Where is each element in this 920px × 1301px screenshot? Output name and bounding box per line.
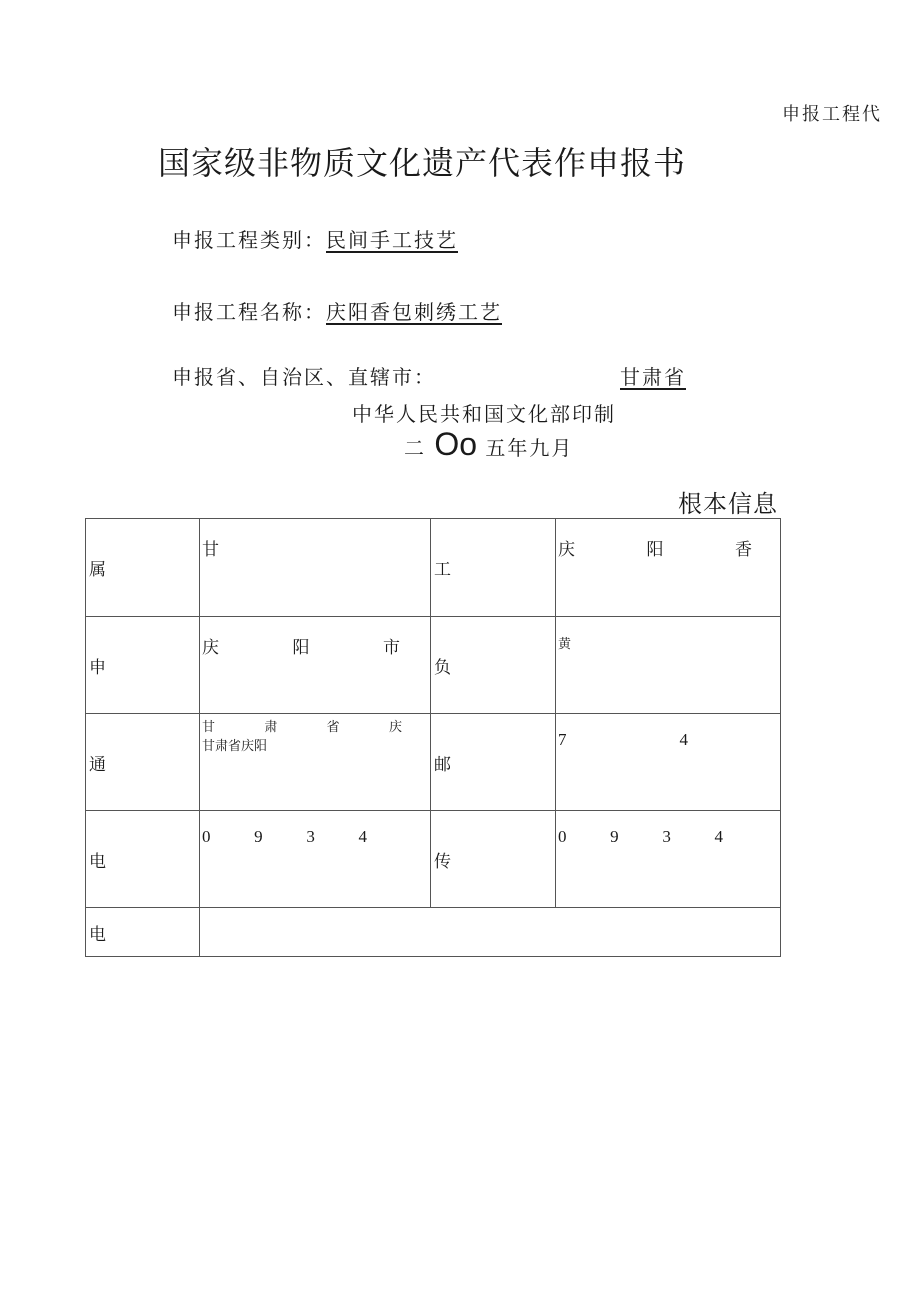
page-title: 国家级非物质文化遗产代表作申报书 [158, 144, 687, 182]
project-category-value: 民间手工技艺 [326, 228, 458, 252]
cell-label: 电 [86, 811, 200, 908]
cell-value: 黄 [556, 617, 781, 714]
cell-value [556, 811, 781, 908]
cell-char: 庆 [202, 638, 219, 658]
cell-char: 省 [326, 720, 340, 735]
cell-digit: 0 [202, 827, 211, 846]
cell-char: 市 [383, 638, 400, 658]
cell-value [200, 811, 431, 908]
cell-digit: 4 [358, 827, 367, 846]
project-category-label: 申报工程类别： [172, 228, 326, 252]
cell-label: 属 [86, 519, 200, 617]
cell-value [200, 714, 431, 811]
table-row [86, 811, 781, 908]
cell-value [200, 908, 781, 957]
date-suffix: 五年九月 [485, 436, 574, 460]
date-prefix: 二 [404, 436, 426, 460]
cell-label: 申 [86, 617, 200, 714]
date-year-glyph: Oo [434, 426, 478, 462]
cell-char: 阳 [646, 540, 664, 560]
cell-value [556, 519, 781, 617]
cell-label: 电 [86, 908, 200, 957]
cell-char: 肃 [264, 720, 278, 735]
table-row [86, 617, 781, 714]
table-row [86, 519, 781, 617]
project-category-field [172, 224, 458, 253]
province-value: 甘肃省 [620, 365, 686, 389]
cell-value [200, 617, 431, 714]
cell-digit: 4 [679, 730, 688, 749]
cell-label: 邮 [431, 714, 556, 811]
cell-char: 庆 [388, 720, 402, 735]
cell-label: 传 [431, 811, 556, 908]
cell-value [556, 714, 781, 811]
cell-digit: 9 [254, 827, 263, 846]
province-label: 申报省、自治区、直辖市： [172, 365, 436, 389]
cell-label: 通 [86, 714, 200, 811]
cell-char: 阳 [292, 638, 310, 658]
cell-digit: 0 [558, 827, 567, 846]
project-name-label: 申报工程名称： [172, 300, 326, 324]
cell-char: 庆 [558, 540, 575, 560]
cell-label: 工 [431, 519, 556, 617]
issuer-text: 中华人民共和国文化部印制 [352, 402, 616, 426]
cell-digit: 3 [662, 827, 671, 846]
cell-value: 甘 [200, 519, 431, 617]
document-code-label: 申报工程代 [782, 104, 882, 125]
cell-digit: 3 [306, 827, 315, 846]
province-field [172, 361, 692, 390]
cell-char: 甘 [202, 720, 216, 735]
project-name-value: 庆阳香包刺绣工艺 [326, 300, 502, 324]
cell-char: 香 [735, 540, 752, 560]
section-title: 根本信息 [678, 490, 778, 518]
address-line: 甘肃省庆阳 [202, 739, 268, 754]
table-row [86, 714, 781, 811]
project-name-field [172, 296, 502, 325]
basic-info-table [85, 518, 781, 957]
cell-digit: 7 [558, 730, 567, 749]
cell-digit: 9 [610, 827, 619, 846]
table-row [86, 908, 781, 957]
issue-date [404, 426, 573, 463]
cell-label: 负 [431, 617, 556, 714]
cell-digit: 4 [714, 827, 723, 846]
